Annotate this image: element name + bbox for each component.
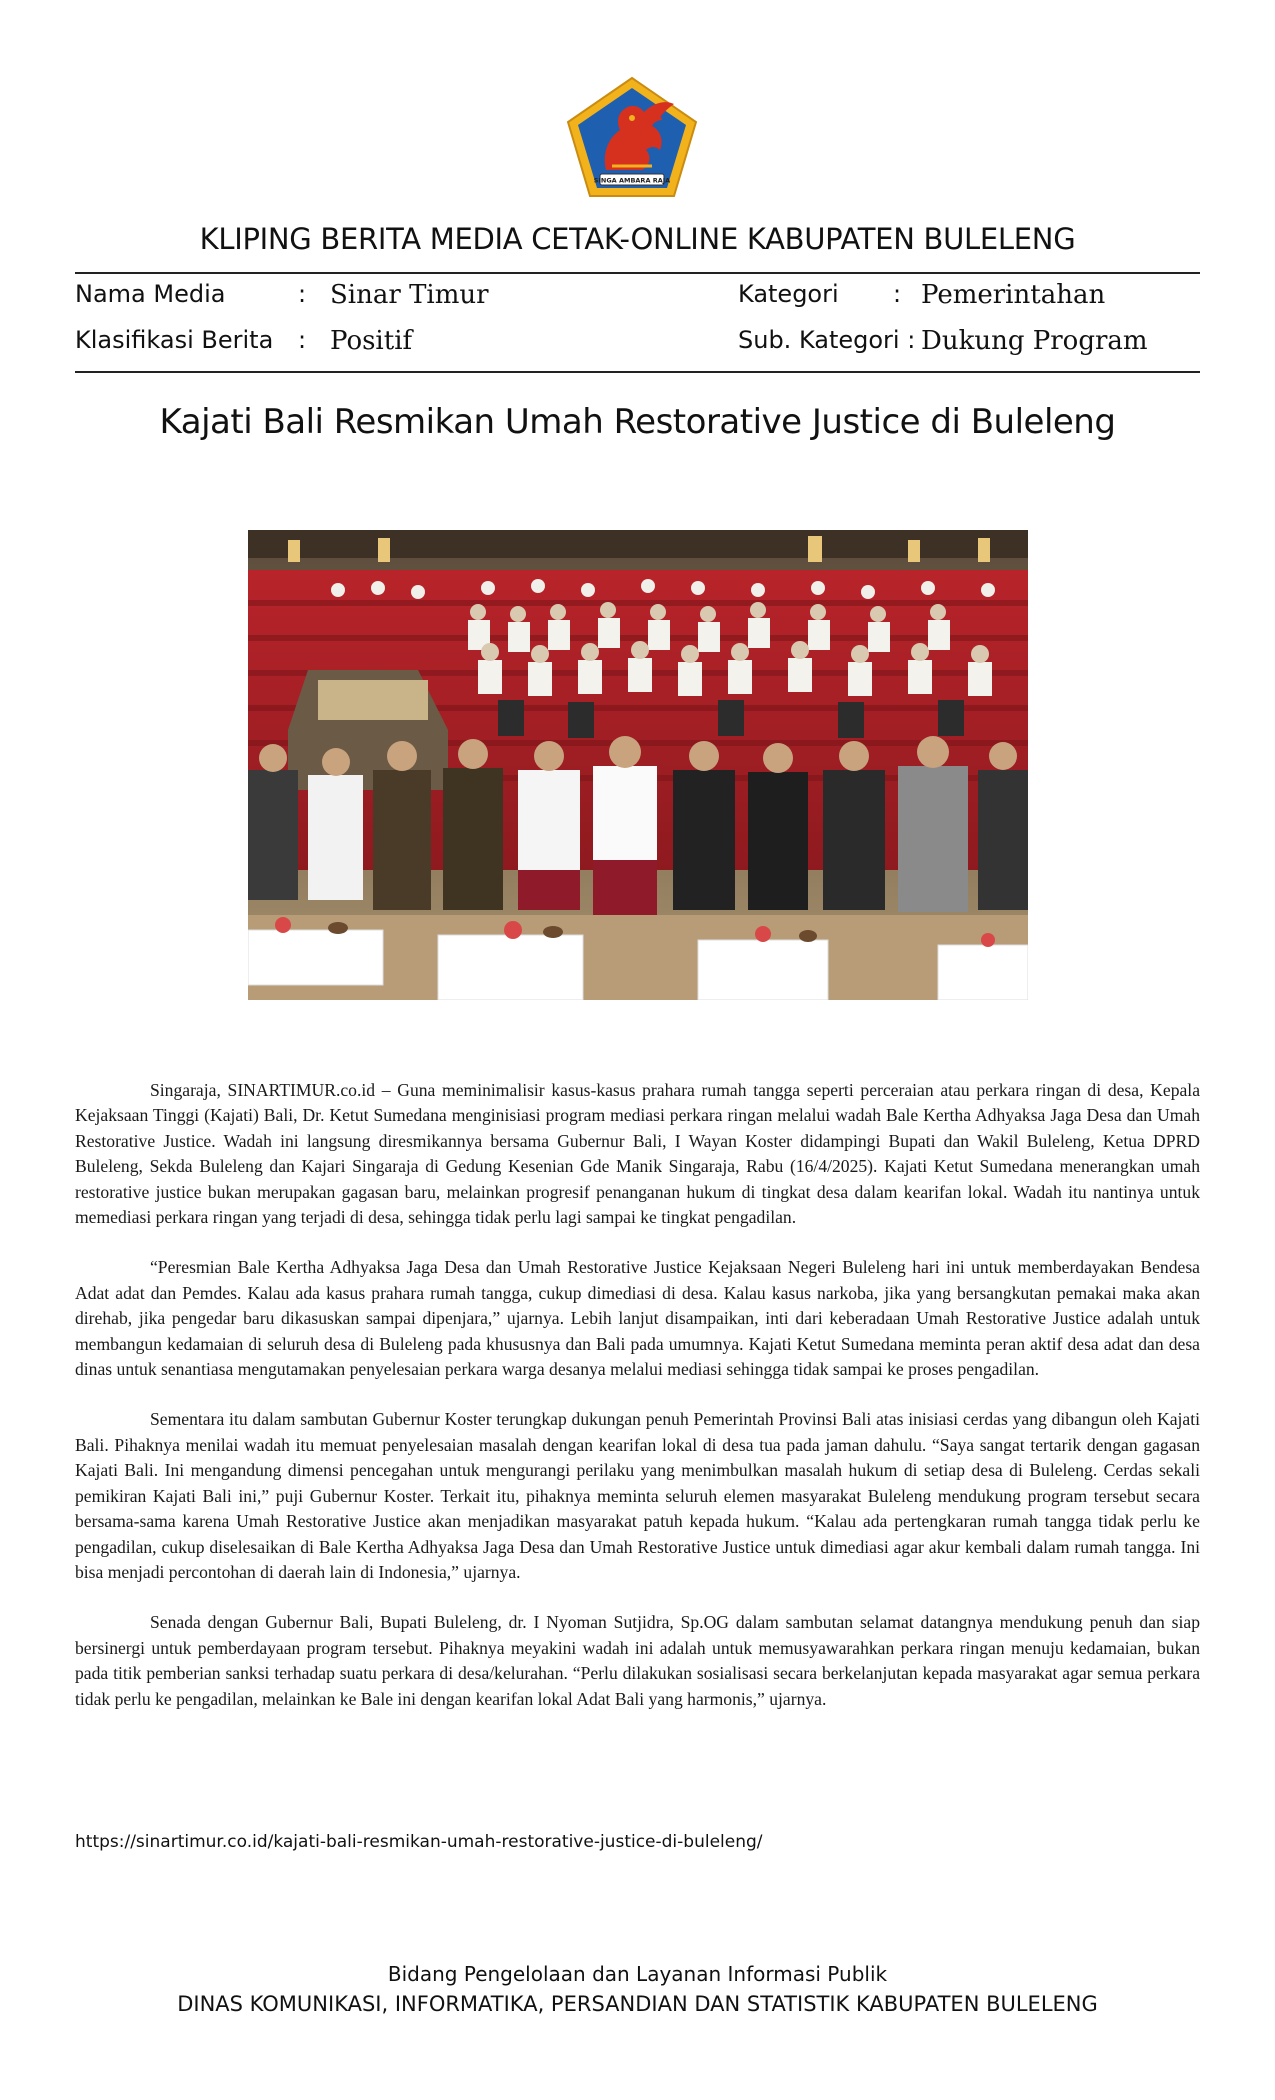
media-name-label: Nama Media bbox=[75, 280, 226, 308]
article-body bbox=[75, 1078, 1200, 1737]
category-colon: : bbox=[893, 280, 902, 308]
article-paragraph: Sementara itu dalam sambutan Gubernur Koster terungkap dukungan penuh Pemerintah Provinsi Bali atas inisiasi cerdas yang dibangun oleh Kajati Bali. Pihaknya menilai wadah itu memuat penyelesaian masalah dengan kearifan lokal di desa tua pada jaman dahulu. “Saya sangat tertarik dengan gagasan Kajati Bali. Ini mengandung dimensi pencegahan untuk mengurangi perilaku yang menimbulkan masalah hukum di setiap desa di Buleleng. Cerdas sekali pemikiran Kajati Bali ini,” puji Gubernur Koster. Terkait itu, pihaknya meminta seluruh elemen masyarakat Buleleng mendukung program tersebut secara bersama-sama karena Umah Restorative Justice akan menjadikan masyarakat patuh kepada hukum. “Kalau ada pertengkaran rumah tangga tidak perlu ke pengadilan, cukup diselesaikan di Bale Kertha Adhyaksa Jaga Desa dan Umah Restorative Justice untuk dimediasi agar akur kembali dalam rumah tangga. Ini bisa menjadi percontohan di daerah lain di Indonesia,” ujarnya. bbox=[75, 1409, 1200, 1582]
article-paragraph: Singaraja, SINARTIMUR.co.id – Guna meminimalisir kasus-kasus prahara rumah tangga seperti perceraian atau perkara ringan di desa, Kepala Kejaksaan Tinggi (Kajati) Bali, Dr. Ketut Sumedana menginisiasi program mediasi perkara ringan melalui wadah Bale Kertha Adhyaksa Jaga Desa dan Umah Restorative Justice. Wadah ini langsung diresmikannya bersama Gubernur Bali, I Wayan Koster didampingi Bupati dan Wakil Buleleng, Ketua DPRD Buleleng, Sekda Buleleng dan Kajari Singaraja di Gedung Kesenian Gde Manik Singaraja, Rabu (16/4/2025). Kajati Ketut Sumedana menerangkan umah restorative justice bukan merupakan gagasan baru, melainkan progresif penanganan hukum di tingkat desa dalam kearifan lokal. Wadah itu nantinya untuk memediasi perkara ringan yang terjadi di desa, sehingga tidak perlu lagi sampai ke tingkat pengadilan. bbox=[75, 1080, 1200, 1228]
source-url-link[interactable]: https://sinartimur.co.id/kajati-bali-resmikan-umah-restorative-justice-di-buleleng/ bbox=[75, 1832, 763, 1852]
article-photo bbox=[248, 530, 1028, 1000]
footer-division: Bidang Pengelolaan dan Layanan Informasi Publik bbox=[387, 1962, 888, 1986]
clipping-header-title: KLIPING BERITA MEDIA CETAK-ONLINE KABUPATEN BULELENG bbox=[199, 222, 1076, 256]
logo-text: SINGA AMBARA RAJA bbox=[593, 176, 671, 185]
category-label: Kategori bbox=[738, 280, 839, 308]
classification-colon: : bbox=[298, 326, 307, 354]
subcategory-value: Dukung Program bbox=[921, 326, 1148, 356]
classification-label: Klasifikasi Berita bbox=[75, 326, 274, 354]
category-value: Pemerintahan bbox=[921, 280, 1106, 310]
classification-value: Positif bbox=[330, 326, 413, 356]
footer-agency: DINAS KOMUNIKASI, INFORMATIKA, PERSANDIAN DAN STATISTIK KABUPATEN BULELENG bbox=[177, 1992, 1098, 2016]
header-bottom-rule bbox=[75, 371, 1200, 373]
buleleng-emblem-logo bbox=[562, 74, 702, 200]
media-name-value: Sinar Timur bbox=[330, 280, 489, 310]
header-top-rule bbox=[75, 272, 1200, 274]
media-name-colon: : bbox=[298, 280, 307, 308]
subcategory-label: Sub. Kategori : bbox=[738, 326, 916, 354]
event-photo-illustration bbox=[248, 530, 1028, 1000]
article-paragraph: Senada dengan Gubernur Bali, Bupati Buleleng, dr. I Nyoman Sutjidra, Sp.OG dalam sambutan selamat datangnya mendukung penuh dan siap bersinergi untuk pemberdayaan program tersebut. Pihaknya meyakini wadah ini adalah untuk memusyawarahkan perkara ringan menuju kedamaian, bukan pada titik pemberian sanksi terhadap suatu perkara di desa/kelurahan. “Perlu dilakukan sosialisasi secara berkelanjutan kepada masyarakat agar semua perkara tidak perlu ke pengadilan, melainkan ke Bale ini dengan kearifan lokal Adat Bali yang harmonis,” ujarnya. bbox=[75, 1612, 1200, 1709]
article-title: Kajati Bali Resmikan Umah Restorative Justice di Buleleng bbox=[159, 402, 1116, 442]
article-paragraph: “Peresmian Bale Kertha Adhyaksa Jaga Desa dan Umah Restorative Justice Kejaksaan Negeri Buleleng hari ini untuk memberdayakan Bendesa Adat adat dan Pemdes. Kalau ada kasus prahara rumah tangga, cukup dimediasi di desa. Kalau kasus narkoba, jika yang bersangkutan pemakai maka akan direhab, jika pengedar baru dikasuskan sampai dipenjara,” ujarnya. Lebih lanjut disampaikan, inti dari keberadaan Umah Restorative Justice adalah untuk membangun kedamaian di seluruh desa di Buleleng pada khususnya dan Bali pada umumnya. Kajati Ketut Sumedana meminta peran aktif desa adat dan desa dinas untuk senantiasa mengutamakan penyelesaian perkara warga desanya melalui mediasi sehingga tidak sampai ke proses pengadilan. bbox=[75, 1257, 1200, 1380]
